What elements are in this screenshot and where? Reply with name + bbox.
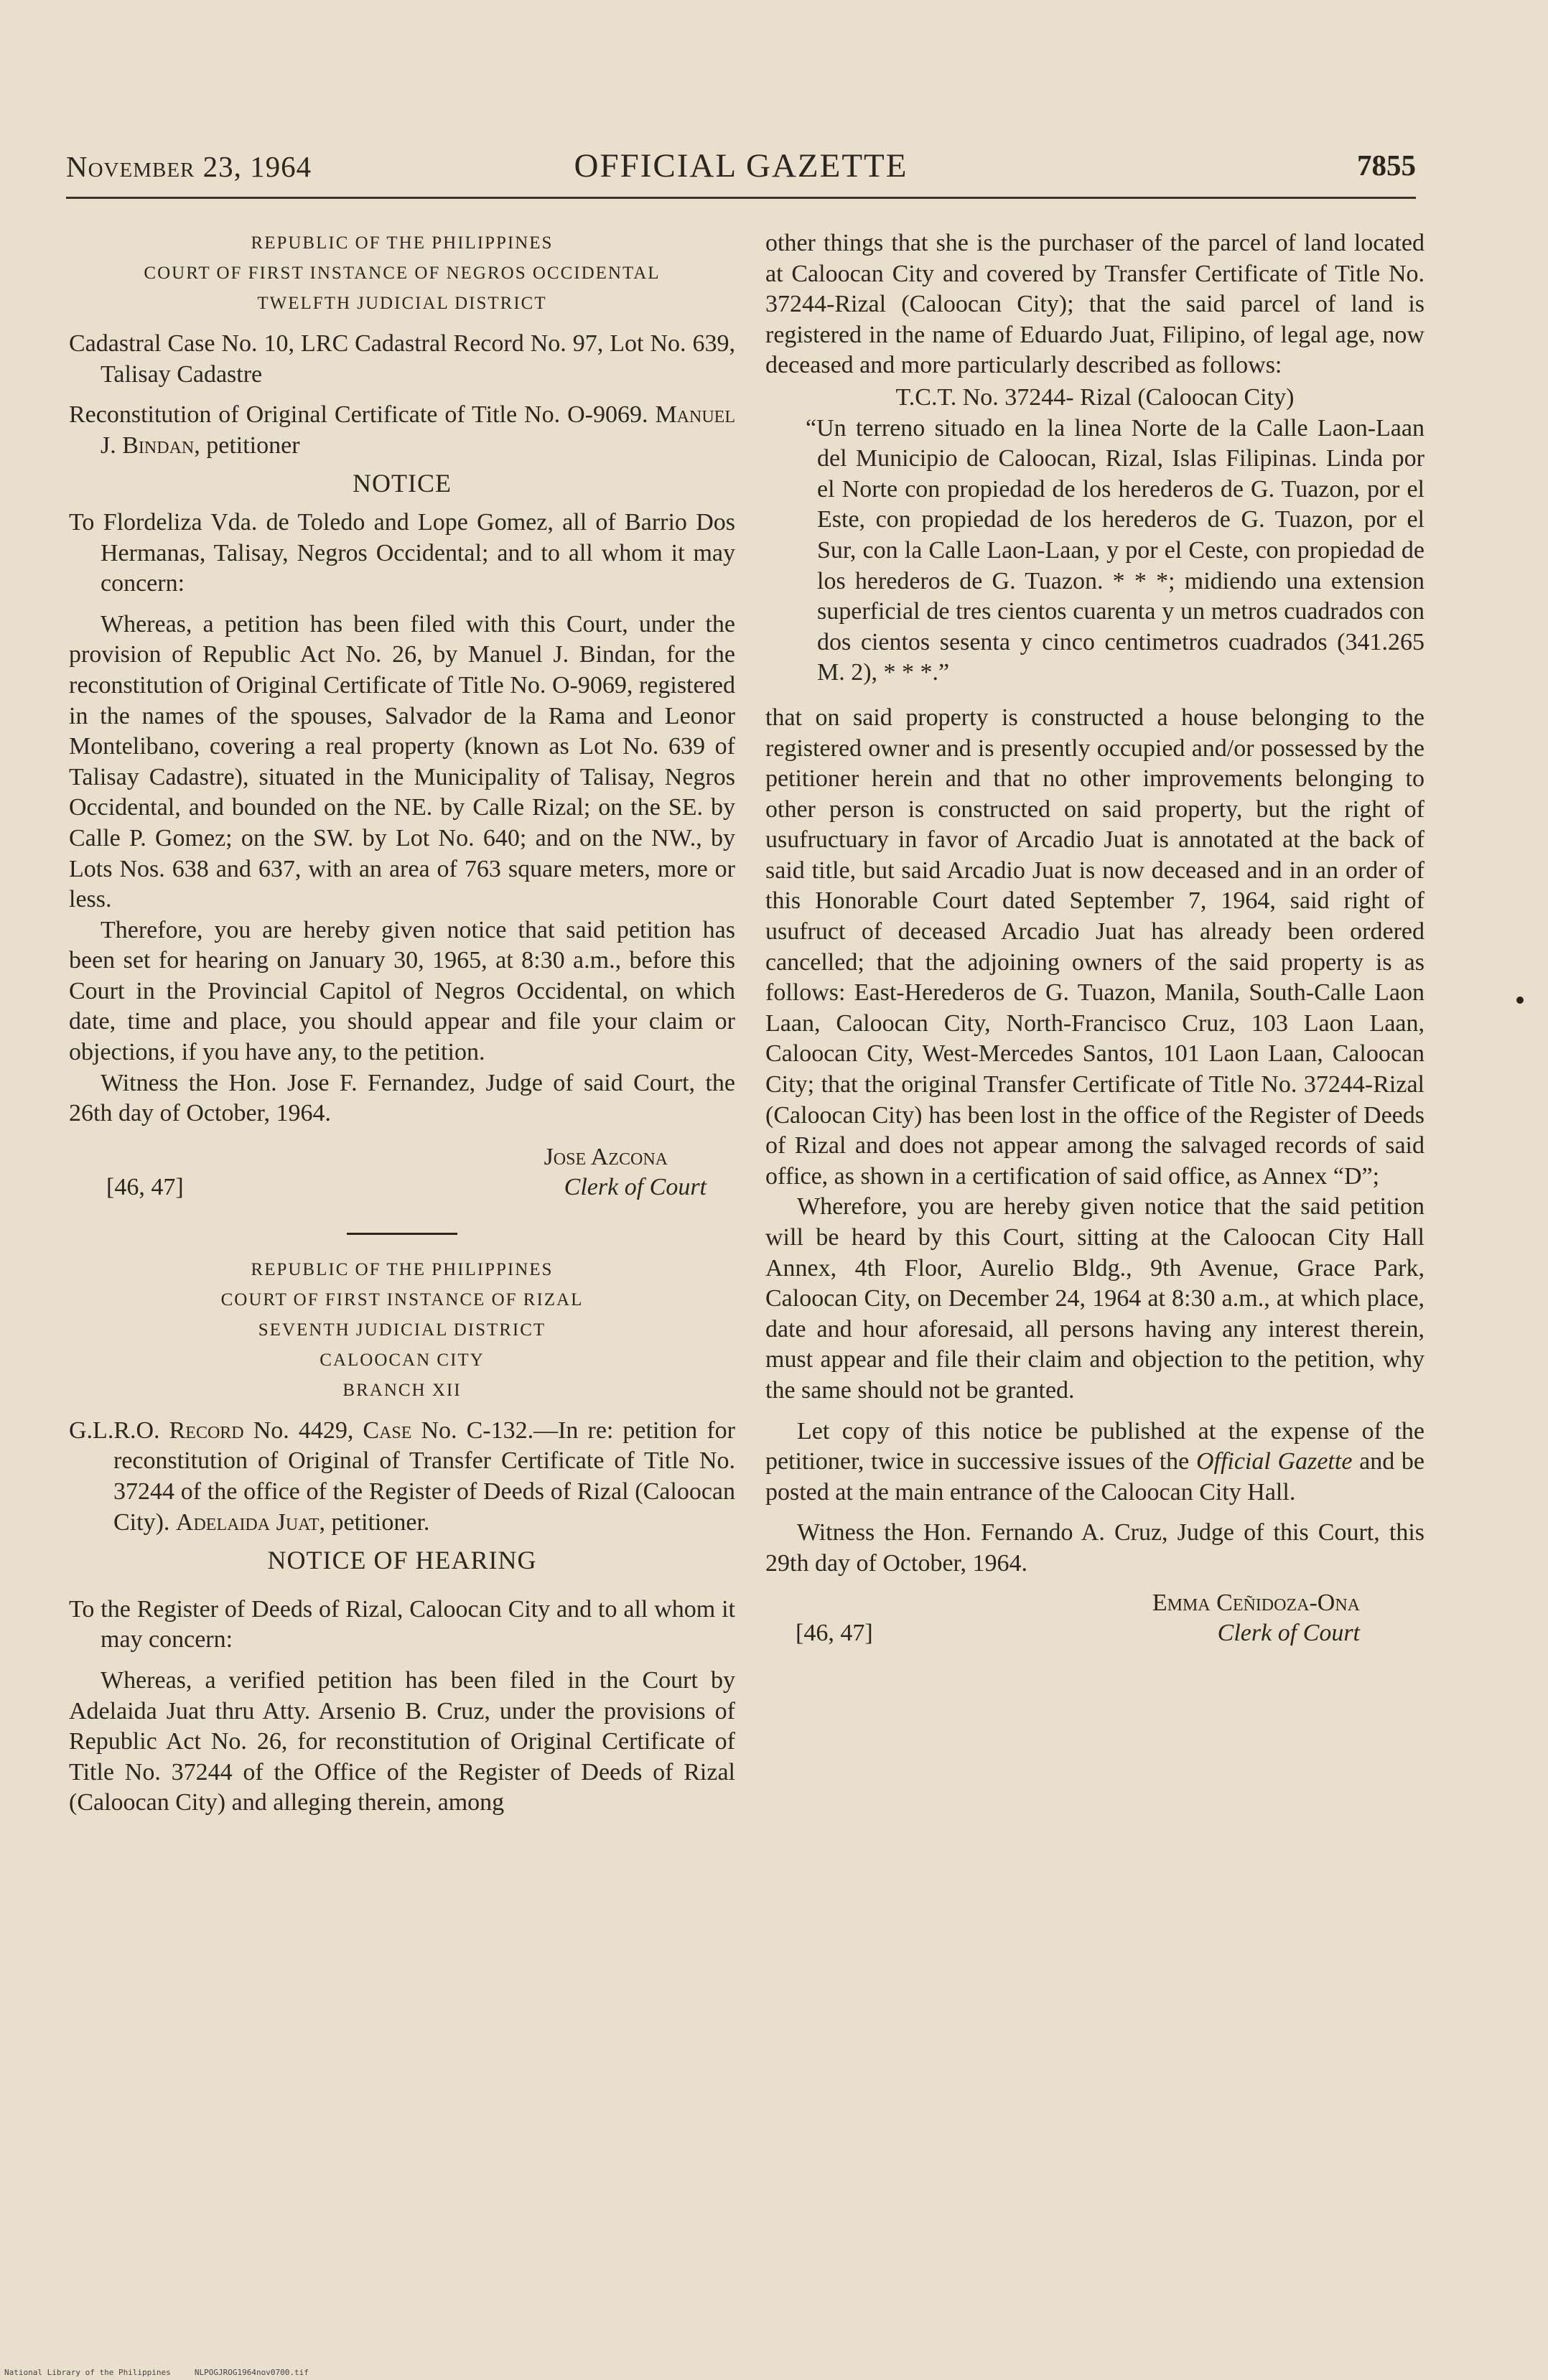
notice2-paragraph-continued: other things that she is the purchaser of the parcel of land located at Caloocan City and covered by Transfer Certificate of Title No. 37244-Rizal (Caloocan City); that the said parcel of land is registered in the name of Eduardo Juat, Filipino, of legal age, now deceased and more particularly described as follows: xyxy=(765,230,1425,379)
notice1-reconstitution: Reconstitution of Original Certificate of Title No. O-9069. Manuel J. Bindan, petitioner xyxy=(69,401,735,459)
notice1-case-line: Cadastral Case No. 10, LRC Cadastral Record No. 97, Lot No. 639, Talisay Cadastre xyxy=(69,330,735,388)
signatory-name: Jose Azcona xyxy=(544,1143,668,1170)
caption-line: BRANCH XII xyxy=(342,1380,462,1400)
caption-line: REPUBLIC OF THE PHILIPPINES xyxy=(251,1259,554,1279)
petitioner-name: Manuel J. Bindan, xyxy=(101,401,735,459)
notice2-paragraph: Witness the Hon. Fernando A. Cruz, Judge of this Court, this 29th day of October, 1964. xyxy=(765,1519,1425,1577)
petitioner-name: Adelaida Juat, xyxy=(175,1508,325,1536)
caption-line: SEVENTH JUDICIAL DISTRICT xyxy=(258,1320,546,1340)
signatory-name: Emma Ceñidoza-Ona xyxy=(1152,1589,1360,1616)
page-header xyxy=(66,141,1416,191)
caption-line: COURT OF FIRST INSTANCE OF NEGROS OCCIDENTAL xyxy=(144,263,661,283)
notice2-case-line: G.L.R.O. Record No. 4429, Case No. C-132.—In re: petition for reconstitution of Original of Transfer Certificate of Title No. 37244 of the office of the Register of Deeds of Rizal (Caloocan City). Adelaida Juat, petitioner. xyxy=(69,1417,735,1536)
right-column xyxy=(765,228,1425,1651)
signatory-title: Clerk of Court xyxy=(564,1173,707,1200)
tct-line: T.C.T. No. 37244- Rizal (Caloocan City) xyxy=(895,383,1295,411)
notice1-heading: NOTICE xyxy=(353,469,452,498)
notice-divider xyxy=(347,1233,457,1235)
scan-footer: National Library of the Philippines NLPOGJROG1964nov0700.tif xyxy=(4,2368,309,2377)
notice2-signature xyxy=(765,1587,1425,1651)
notice2-paragraph: Whereas, a verified petition has been filed in the Court by Adelaida Juat thru Atty. Arsenio B. Cruz, under the provisions of Republic Act No. 26, for reconstitution of Original Certificate of Title No. 37244 of the Office of the Register of Deeds of Rizal (Caloocan City) and alleging therein, among xyxy=(69,1667,735,1816)
page-number: 7855 xyxy=(1357,149,1416,182)
notice1-addressee: To Flordeliza Vda. de Toledo and Lope Gomez, all of Barrio Dos Hermanas, Talisay, Negros Occidental; and to all whom it may concern: xyxy=(69,508,735,597)
caption-line: TWELFTH JUDICIAL DISTRICT xyxy=(257,294,547,313)
left-column xyxy=(69,228,735,1819)
notice1-paragraph: Whereas, a petition has been filed with this Court, under the provision of Republic Act No. 26, by Manuel J. Bindan, for the reconstitution of Original Certificate of Title No. O-9069, registered in the names of the spouses, Salvador de la Rama and Leonor Montelibano, covering a real property (known as Lot No. 639 of Talisay Cadastre), situated in the Municipality of Talisay, Negros Occidental, and bounded on the NE. by Calle Rizal; on the SE. by Calle P. Gomez; on the SW. by Lot No. 640; and on the NW., by Lots Nos. 638 and 637, with an area of 763 square meters, more or less. xyxy=(69,610,735,913)
caption-line: REPUBLIC OF THE PHILIPPINES xyxy=(251,233,554,253)
notice2-paragraph: Let copy of this notice be published at the expense of the petitioner, twice in successive issues of the Official Gazette and be posted at the main entrance of the Caloocan City Hall. xyxy=(765,1417,1425,1506)
notice2-caption xyxy=(69,1255,735,1406)
property-description-quote: “Un terreno situado en la linea Norte de la Calle Laon-Laan del Municipio de Caloocan, Rizal, Islas Filipinas. Linda por el Norte con propiedad de los herederos de G. Tuazon, por el Este, con propiedad de los herederos de G. Tuazon, por el Sur, con la Calle Laon-Laan, y por el Ceste, con propiedad de los herederos de G. Tuazon. * * *; midiendo una extension superficial de tres cientos cuarenta y un metros cuadrados con dos cientos sesenta y cinco centimetros cuadrados (341.265 M. 2), * * *.” xyxy=(806,414,1425,686)
notice2-heading: NOTICE OF HEARING xyxy=(267,1546,537,1575)
notice1-paragraph: Witness the Hon. Jose F. Fernandez, Judge of said Court, the 26th day of October, 1964. xyxy=(69,1069,735,1127)
caption-line: CALOOCAN CITY xyxy=(320,1350,485,1370)
notice2-paragraph: Wherefore, you are hereby given notice that the said petition will be heard by this Court, sitting at the Caloocan City Hall Annex, 4th Floor, Aurelio Bldg., 9th Avenue, Grace Park, Caloocan City, on December 24, 1964 at 8:30 a.m., at which place, date and hour aforesaid, all persons having any interest therein, must appear and file their claim and objection to the petition, why the same should not be granted. xyxy=(765,1193,1425,1404)
notice1-signature xyxy=(69,1139,735,1204)
header-rule xyxy=(66,197,1416,199)
notice2-paragraph: that on said property is constructed a house belonging to the registered owner and is presently occupied and/or possessed by the petitioner herein and that no other improvements belonging to other person is constructed on said property, but the right of usufructuary in favor of Arcadio Juat is annotated at the back of said title, but said Arcadio Juat is now deceased and in an order of this Honorable Court dated September 7, 1964, said right of usufruct of deceased Arcadio Juat has already been ordered cancelled; that the adjoining owners of the said property is as follows: East-Herederos de G. Tuazon, Manila, South-Calle Laon Laan, Caloocan City, North-Francisco Cruz, 103 Laon Laan, Caloocan City, West-Mercedes Santos, 101 Laon Laan, Caloocan City; that the original Transfer Certificate of Title No. 37244-Rizal (Caloocan City) has been lost in the office of the Register of Deeds of Rizal and does not appear among the salvaged records of said office, as shown in a certification of said office, as Annex “D”; xyxy=(765,704,1425,1190)
publication-title: OFFICIAL GAZETTE xyxy=(574,147,908,185)
margin-mark xyxy=(1516,997,1524,1004)
notice2-addressee: To the Register of Deeds of Rizal, Caloocan City and to all whom it may concern: xyxy=(69,1595,735,1653)
issue-numbers: [46, 47] xyxy=(106,1173,184,1200)
notice1-paragraph: Therefore, you are hereby given notice that said petition has been set for hearing on January 30, 1965, at 8:30 a.m., before this Court in the Provincial Capitol of Negros Occidental, on which date, time and place, you should appear and file your claim or objections, if you have any, to the petition. xyxy=(69,916,735,1066)
notice1-caption xyxy=(69,228,735,319)
caption-line: COURT OF FIRST INSTANCE OF RIZAL xyxy=(220,1289,584,1310)
issue-date: November 23, 1964 xyxy=(66,150,312,183)
issue-numbers: [46, 47] xyxy=(796,1619,873,1646)
signatory-title: Clerk of Court xyxy=(1217,1619,1360,1646)
gazette-name: Official Gazette xyxy=(1195,1448,1353,1475)
